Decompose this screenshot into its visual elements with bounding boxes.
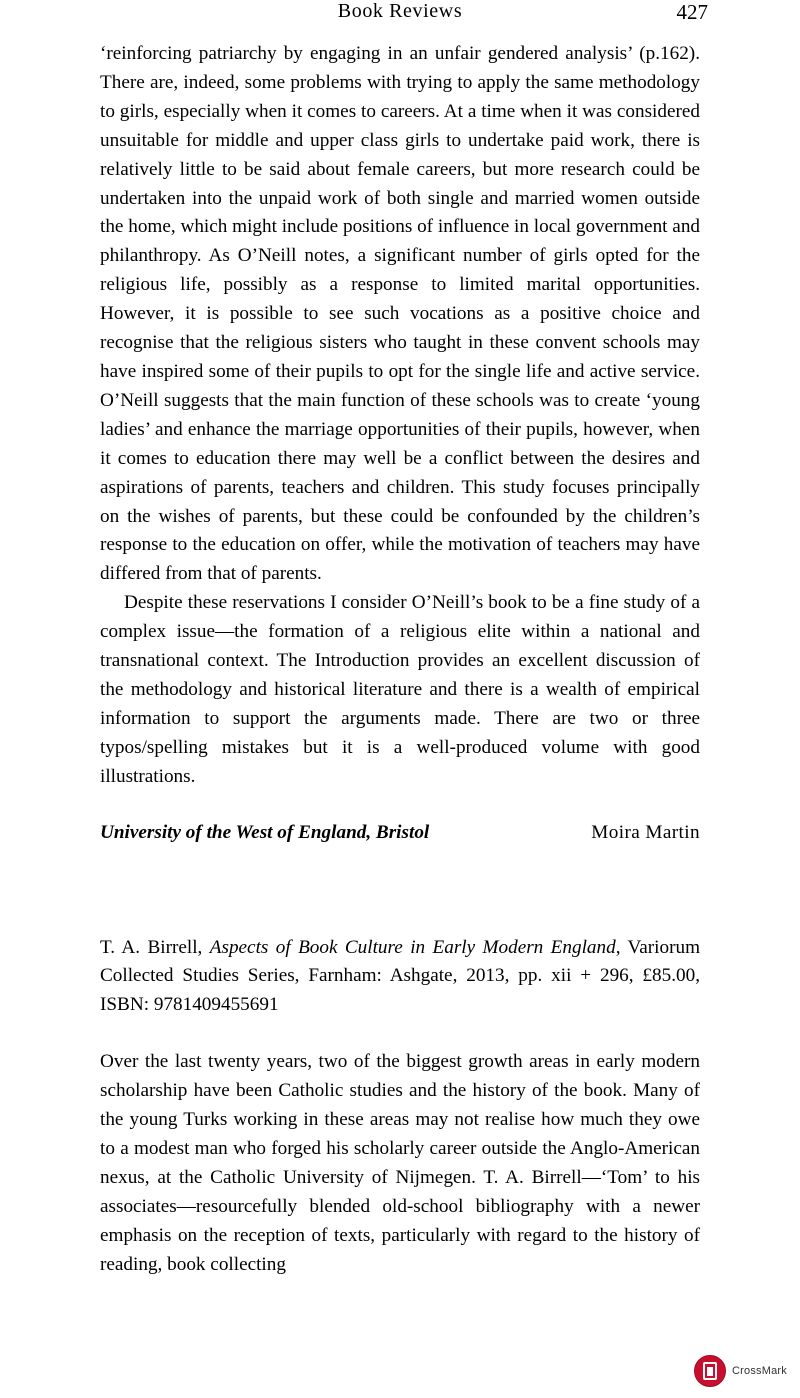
page-number: 427 (676, 0, 708, 24)
citation-title: Aspects of Book Culture in Early Modern England (209, 936, 616, 958)
next-review-opening-paragraph: Over the last twenty years, two of the biggest growth areas in early modern scholarship have been Catholic studies and the history of the book. Many of the young Turks working in these areas may not realise how much they owe to a modest man who forged his scholarly career outside the Anglo-American nexus, at the Catholic University of Nijmegen. T. A. Birrell—‘Tom’ to his associates—resourcefully blended old-school bibliography with a newer emphasis on the reception of texts, particularly with regard to the history of reading, book collecting (100, 1051, 700, 1275)
book-citation (100, 934, 700, 1021)
body-column (0, 40, 800, 1280)
section-gap (100, 852, 700, 934)
reviewer-affiliation: University of the West of England, Bristol (100, 821, 430, 843)
reviewer-name: Moira Martin (591, 821, 700, 843)
running-title: Book Reviews (337, 0, 463, 22)
review-signature (100, 822, 700, 852)
continued-paragraph: ‘reinforcing patriarchy by engaging in an unfair gendered analysis’ (p.162). There are, indeed, some problems with trying to apply the same methodology to girls, especially when it comes to careers. At a time when it was considered unsuitable for middle and upper class girls to undertake paid work, there is relatively little to be said about female careers, but more research could be undertaken into the unpaid work of both single and married women outside the home, which might include positions of influence in local government and philanthropy. As O’Neill notes, a significant number of girls opted for the religious life, possibly as a response to limited marital opportunities. However, it is possible to see such vocations as a positive choice and recognise that the religious sisters who taught in these convent schools may have inspired some of their pupils to opt for the single life and active service. O’Neill suggests that the main function of these schools was to create ‘young ladies’ and enhance the marriage opportunities of their pupils, however, when it comes to education there may well be a conflict between the desires and aspirations of parents, teachers and children. This study focuses principally on the wishes of parents, but these could be confounded by the children’s response to the education on offer, while the motivation of teachers may have differed from that of parents. (100, 43, 701, 585)
citation-spacer (100, 1020, 700, 1048)
citation-rest: , Variorum Collected Studies Series, Farnham: Ashgate, 2013, pp. xii + 296, £85.00, ISBN: 9781409455691 (100, 936, 700, 1016)
crossmark-label: CrossMark (732, 1365, 787, 1377)
closing-paragraph: Despite these reservations I consider O’Neill’s book to be a fine study of a complex issue—the formation of a religious elite within a national and transnational context. The Introduction provides an excellent discussion of the methodology and historical literature and there is a wealth of empirical information to support the arguments made. There are two or three typos/spelling mistakes but it is a well-produced volume with good illustrations. (100, 592, 700, 787)
page-header (0, 0, 800, 34)
crossmark-stamp[interactable] (694, 1354, 786, 1388)
citation-author: T. A. Birrell, (100, 936, 210, 958)
crossmark-icon (694, 1355, 726, 1387)
